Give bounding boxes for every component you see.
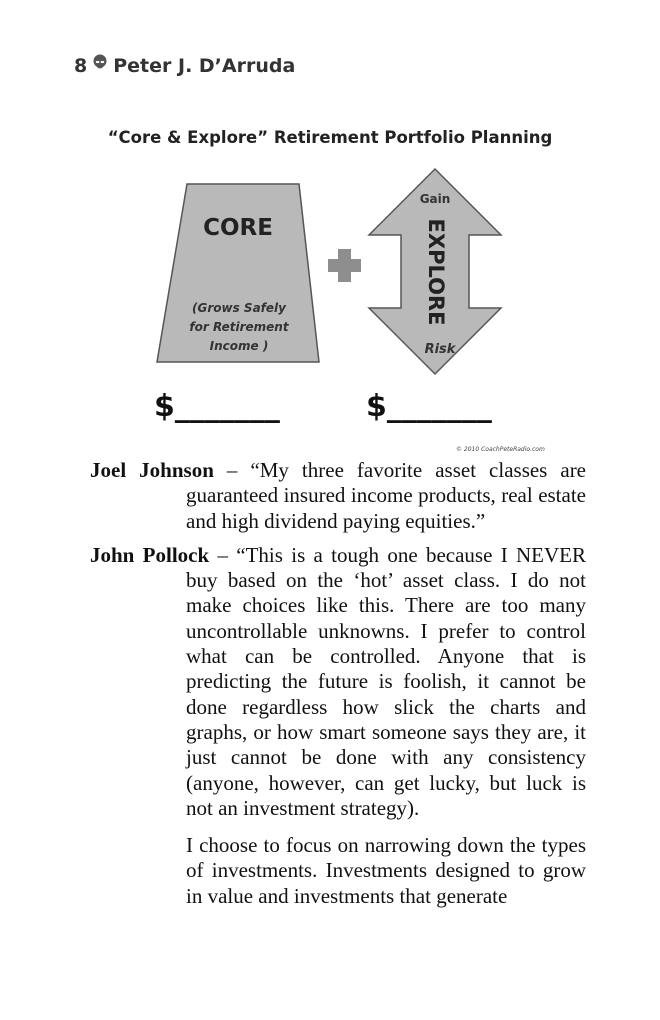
copyright-notice: © 2010 CoachPeteRadio.com <box>456 446 545 453</box>
interview-text <box>90 458 586 909</box>
response-text: – “This is a tough one because I NEVER buy based on the ‘hot’ asset class. I do not make choices like this. There are too many uncontrollable unknowns. I prefer to control what can be controlled. Anyone that is predicting the future is foolish, it cannot be done regardless how slick the charts and graphs, or how smart someone says they are, it just cannot be done with any consistency (anyone, however, can get lucky, but luck is not an investment strategy). <box>186 542 586 820</box>
core-shape <box>157 184 319 362</box>
core-note-line: Income ) <box>209 339 269 353</box>
explore-label: EXPLORE <box>424 218 448 326</box>
response-joel-johnson <box>90 458 586 534</box>
respondent-name: Joel Johnson <box>90 458 214 482</box>
core-note-line: for Retirement <box>189 320 289 334</box>
gain-label: Gain <box>419 192 451 206</box>
response-text: – “My three favorite asset classes are guaranteed insured income products, real estate and high dividend paying equities.” <box>186 458 587 533</box>
alien-head-icon <box>93 54 107 77</box>
respondent-name: John Pollock <box>90 542 210 567</box>
explore-amount-blank: $_______ <box>366 389 492 424</box>
author-name: Peter J. D’Arruda <box>113 54 296 77</box>
risk-label: Risk <box>424 342 456 357</box>
response-john-pollock <box>90 543 586 821</box>
core-amount-blank: $_______ <box>154 389 280 424</box>
continuation-paragraph: I choose to focus on narrowing down the types of investments. Investments designed to grow in value and investments that generate <box>186 833 586 908</box>
figure-title: “Core & Explore” Retirement Portfolio Planning <box>107 128 553 147</box>
plus-icon <box>328 249 361 282</box>
core-label: CORE <box>203 215 273 241</box>
core-note-line: (Grows Safely <box>192 301 286 315</box>
running-header <box>74 54 295 77</box>
core-explore-diagram <box>140 160 540 432</box>
page-number: 8 <box>74 54 88 77</box>
